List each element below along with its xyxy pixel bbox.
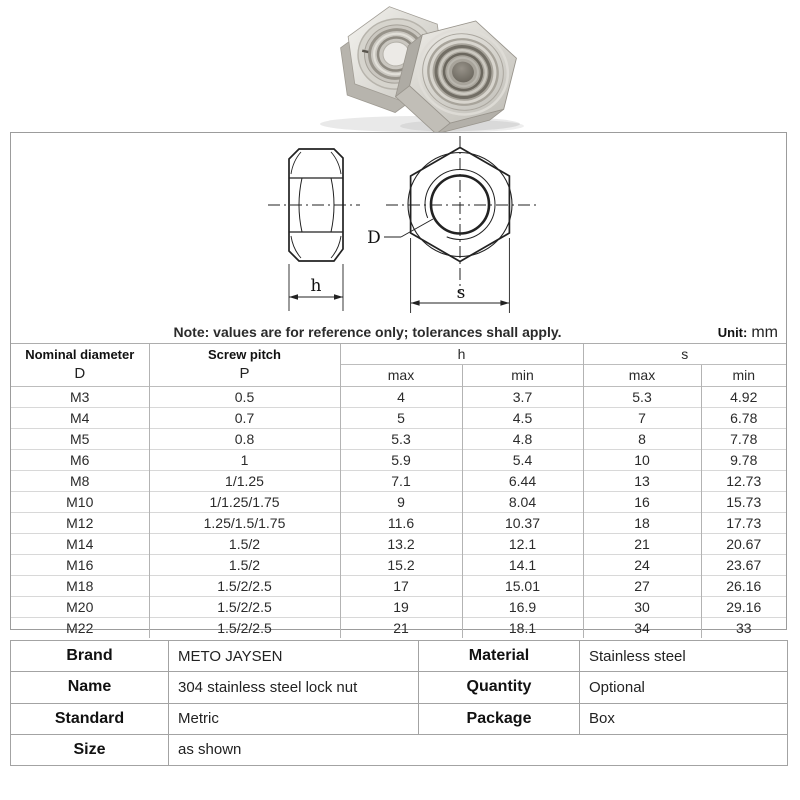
info-value-size: as shown: [169, 734, 788, 765]
header-h-group: h: [340, 344, 583, 365]
cell-hmax: 5.9: [340, 450, 462, 471]
cell-hmin: 18.1: [462, 618, 583, 639]
product-photo: [300, 0, 556, 133]
cell-p: 1.25/1.5/1.75: [149, 513, 340, 534]
cell-smax: 13: [583, 471, 701, 492]
spec-row: [11, 513, 786, 534]
cell-hmin: 3.7: [462, 387, 583, 408]
cell-hmin: 16.9: [462, 597, 583, 618]
cell-p: 1/1.25/1.75: [149, 492, 340, 513]
note-text: Note: values are for reference only; tolerances shall apply.: [173, 324, 562, 341]
header-h-min: min: [462, 365, 583, 387]
cell-smin: 17.73: [701, 513, 786, 534]
cell-p: 1: [149, 450, 340, 471]
cell-d: M5: [11, 429, 149, 450]
header-row-groups: [11, 344, 786, 365]
cell-hmax: 5: [340, 408, 462, 429]
spec-row: [11, 387, 786, 408]
cell-d: M4: [11, 408, 149, 429]
cell-hmax: 17: [340, 576, 462, 597]
cell-p: 1/1.25: [149, 471, 340, 492]
spec-row: [11, 534, 786, 555]
cell-smin: 4.92: [701, 387, 786, 408]
cell-hmax: 19: [340, 597, 462, 618]
cell-smin: 20.67: [701, 534, 786, 555]
cell-smax: 30: [583, 597, 701, 618]
cell-smax: 24: [583, 555, 701, 576]
cell-smin: 26.16: [701, 576, 786, 597]
cell-hmax: 7.1: [340, 471, 462, 492]
cell-hmax: 9: [340, 492, 462, 513]
info-label-material: Material: [419, 641, 580, 672]
unit-value: mm: [751, 323, 778, 341]
info-value-material: Stainless steel: [580, 641, 788, 672]
info-row: [11, 672, 788, 703]
info-label-package: Package: [419, 703, 580, 734]
cell-p: 1.5/2: [149, 555, 340, 576]
cell-hmin: 15.01: [462, 576, 583, 597]
spec-table: [11, 322, 786, 638]
cell-smin: 15.73: [701, 492, 786, 513]
cell-d: M16: [11, 555, 149, 576]
dim-label-d: D: [367, 228, 381, 248]
cell-smax: 21: [583, 534, 701, 555]
cell-smax: 5.3: [583, 387, 701, 408]
cell-hmin: 8.04: [462, 492, 583, 513]
dim-label-h: h: [310, 276, 322, 296]
spec-row: [11, 555, 786, 576]
info-row: [11, 703, 788, 734]
cell-smax: 34: [583, 618, 701, 639]
header-h-max: max: [340, 365, 462, 387]
cell-p: 0.7: [149, 408, 340, 429]
cell-d: M8: [11, 471, 149, 492]
cell-hmax: 4: [340, 387, 462, 408]
spec-row: [11, 450, 786, 471]
spec-row: [11, 576, 786, 597]
cell-hmin: 12.1: [462, 534, 583, 555]
cell-d: M20: [11, 597, 149, 618]
unit-label: Unit:: [717, 324, 748, 340]
cell-d: M12: [11, 513, 149, 534]
technical-drawing: [11, 133, 786, 322]
cell-p: 1.5/2/2.5: [149, 618, 340, 639]
cell-smax: 27: [583, 576, 701, 597]
cell-d: M22: [11, 618, 149, 639]
cell-smin: 29.16: [701, 597, 786, 618]
cell-p: 1.5/2: [149, 534, 340, 555]
info-row: [11, 734, 788, 765]
cell-hmax: 13.2: [340, 534, 462, 555]
cell-hmin: 5.4: [462, 450, 583, 471]
spec-row: [11, 618, 786, 639]
info-value-brand: METO JAYSEN: [169, 641, 419, 672]
cell-p: 0.5: [149, 387, 340, 408]
cell-smin: 12.73: [701, 471, 786, 492]
spec-row: [11, 471, 786, 492]
info-value-name: 304 stainless steel lock nut: [169, 672, 419, 703]
cell-hmax: 21: [340, 618, 462, 639]
header-s-min: min: [701, 365, 786, 387]
cell-hmax: 11.6: [340, 513, 462, 534]
cell-smin: 6.78: [701, 408, 786, 429]
cell-hmax: 5.3: [340, 429, 462, 450]
cell-d: M18: [11, 576, 149, 597]
info-label-name: Name: [11, 672, 169, 703]
spec-row: [11, 492, 786, 513]
note-row: [11, 322, 786, 344]
info-value-package: Box: [580, 703, 788, 734]
cell-d: M14: [11, 534, 149, 555]
cell-p: 0.8: [149, 429, 340, 450]
cell-smax: 8: [583, 429, 701, 450]
cell-smax: 10: [583, 450, 701, 471]
cell-smax: 7: [583, 408, 701, 429]
cell-hmin: 14.1: [462, 555, 583, 576]
info-label-standard: Standard: [11, 703, 169, 734]
info-label-size: Size: [11, 734, 169, 765]
info-label-brand: Brand: [11, 641, 169, 672]
note-cell: [11, 322, 786, 344]
spec-row: [11, 429, 786, 450]
cell-p: 1.5/2/2.5: [149, 597, 340, 618]
cell-smax: 18: [583, 513, 701, 534]
cell-hmin: 10.37: [462, 513, 583, 534]
cell-smin: 33: [701, 618, 786, 639]
info-label-quantity: Quantity: [419, 672, 580, 703]
spec-box: [10, 132, 787, 636]
header-nominal-diameter: Nominal diameter D: [25, 347, 135, 383]
unit: [718, 323, 778, 341]
info-row: [11, 641, 788, 672]
info-value-standard: Metric: [169, 703, 419, 734]
dim-label-s: s: [456, 283, 466, 303]
cell-hmin: 4.5: [462, 408, 583, 429]
spec-row: [11, 597, 786, 618]
info-value-quantity: Optional: [580, 672, 788, 703]
cell-smin: 9.78: [701, 450, 786, 471]
cell-smax: 16: [583, 492, 701, 513]
header-s-group: s: [583, 344, 786, 365]
cell-hmin: 4.8: [462, 429, 583, 450]
cell-d: M6: [11, 450, 149, 471]
header-screw-pitch: Screw pitch P: [149, 344, 340, 387]
cell-hmin: 6.44: [462, 471, 583, 492]
info-table: [10, 640, 788, 766]
cell-smin: 7.78: [701, 429, 786, 450]
cell-smin: 23.67: [701, 555, 786, 576]
cell-d: M3: [11, 387, 149, 408]
cell-p: 1.5/2/2.5: [149, 576, 340, 597]
header-s-max: max: [583, 365, 701, 387]
spec-row: [11, 408, 786, 429]
cell-hmax: 15.2: [340, 555, 462, 576]
cell-d: M10: [11, 492, 149, 513]
